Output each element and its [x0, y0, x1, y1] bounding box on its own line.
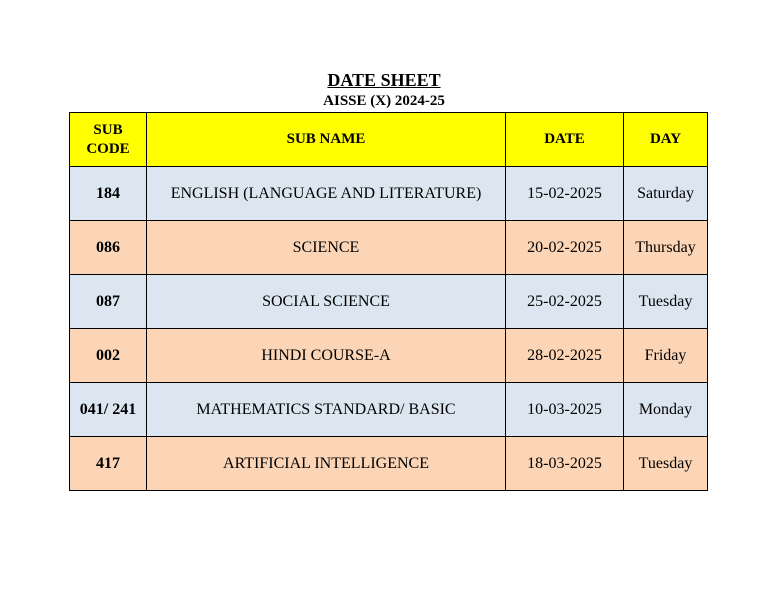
day-cell: Saturday: [624, 167, 708, 221]
table-row: [70, 275, 708, 329]
header-sub-name: SUB NAME: [147, 113, 506, 167]
header-sub-code-line1: SUB: [93, 121, 123, 138]
table-row: [70, 221, 708, 275]
sub-name-cell: ARTIFICIAL INTELLIGENCE: [147, 437, 506, 491]
header-date: DATE: [506, 113, 624, 167]
sub-code-cell: 086: [70, 221, 147, 275]
header-sub-code-line2: CODE: [86, 140, 130, 157]
date-cell: 10-03-2025: [506, 383, 624, 437]
date-cell: 25-02-2025: [506, 275, 624, 329]
sub-code-cell: 184: [70, 167, 147, 221]
page-subtitle: AISSE (X) 2024-25: [323, 93, 445, 109]
table-row: [70, 329, 708, 383]
sub-name-cell: MATHEMATICS STANDARD/ BASIC: [147, 383, 506, 437]
sub-name-cell: HINDI COURSE-A: [147, 329, 506, 383]
table-header-row: [70, 113, 708, 167]
sub-name-cell: SCIENCE: [147, 221, 506, 275]
sub-name-cell: ENGLISH (LANGUAGE AND LITERATURE): [147, 167, 506, 221]
table-row: [70, 437, 708, 491]
date-cell: 18-03-2025: [506, 437, 624, 491]
day-cell: Tuesday: [624, 437, 708, 491]
sub-name-cell: SOCIAL SCIENCE: [147, 275, 506, 329]
sub-code-cell: 002: [70, 329, 147, 383]
table-row: [70, 383, 708, 437]
header-day: DAY: [624, 113, 708, 167]
page-title: DATE SHEET: [327, 70, 441, 90]
day-cell: Thursday: [624, 221, 708, 275]
date-sheet-table: [69, 112, 708, 491]
date-cell: 15-02-2025: [506, 167, 624, 221]
day-cell: Tuesday: [624, 275, 708, 329]
day-cell: Monday: [624, 383, 708, 437]
day-cell: Friday: [624, 329, 708, 383]
date-cell: 28-02-2025: [506, 329, 624, 383]
sub-code-cell: 087: [70, 275, 147, 329]
date-cell: 20-02-2025: [506, 221, 624, 275]
sub-code-cell: 417: [70, 437, 147, 491]
table-row: [70, 167, 708, 221]
header-sub-code: [70, 113, 147, 167]
sub-code-cell: 041/ 241: [70, 383, 147, 437]
